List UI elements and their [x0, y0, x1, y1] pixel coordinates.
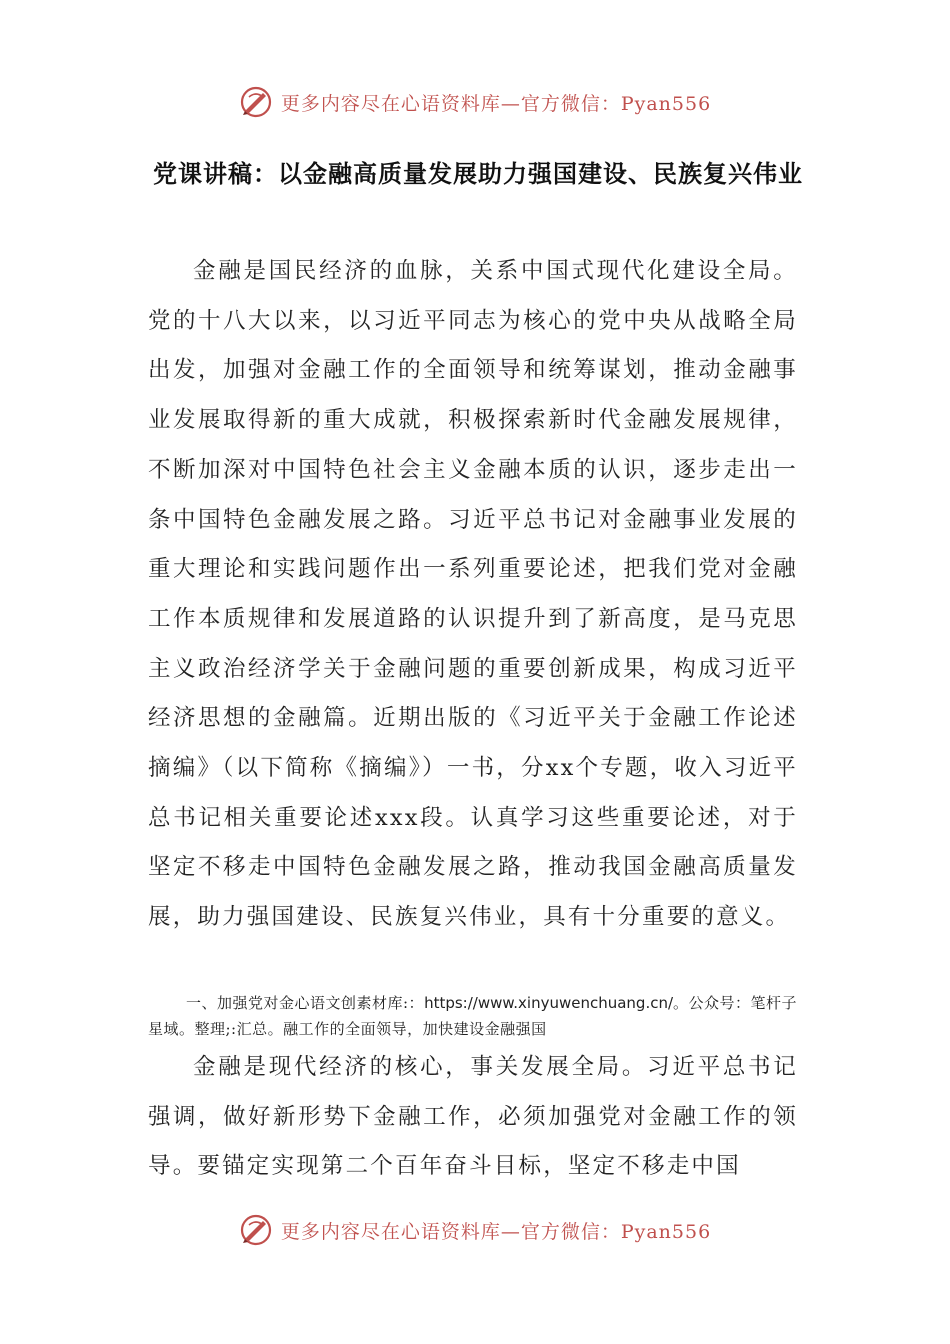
banner-contact-text: 官方微信：Pyan556: [520, 1220, 712, 1243]
pen-circle-logo-icon: [239, 1213, 273, 1247]
banner-main-text: 更多内容尽在心语资料库: [280, 1220, 501, 1243]
section-heading-1: [148, 990, 808, 1042]
body-paragraph-2: 金融是现代经济的核心，事关发展全局。习近平总书记强调，做好新形势下金融工作，必须加强党对金融工作的领导。要锚定实现第二个百年奋斗目标，坚定不移走中国: [148, 1054, 798, 1180]
body-paragraph-1: 金融是国民经济的血脉，关系中国式现代化建设全局。党的十八大以来，以习近平同志为核心的党中央从战略全局出发，加强对金融工作的全面领导和统筹谋划，推动金融事业发展取得新的重大成就，积极探索新时代金融发展规律，不断加深对中国特色社会主义金融本质的认识，逐步走出一条中国特色金融发展之路。习近平总书记对金融事业发展的重大理论和实践问题作出一系列重要论述，把我们党对金融工作本质规律和发展道路的认识提升到了新高度，是马克思主义政治经济学关于金融问题的重要创新成果，构成习近平经济思想的金融篇。近期出版的《习近平关于金融工作论述摘编》（以下简称《摘编》）一书，分xx个专题，收入习近平总书记相关重要论述xxx段。认真学习这些重要论述，对于坚定不移走中国特色金融发展之路，推动我国金融高质量发展，助力强国建设、民族复兴伟业，具有十分重要的意义。: [148, 258, 798, 931]
banner-dash: —: [500, 92, 521, 115]
section-heading-url: https://www.xinyuwenchuang.cn/: [424, 994, 674, 1012]
banner-main-text: 更多内容尽在心语资料库: [280, 92, 501, 115]
section-heading-suffix: 。公众号：笔杆子星域。整理;:汇总。融工作的全面领导，加快建设金融强国: [148, 994, 798, 1038]
pen-circle-logo-icon: [239, 85, 273, 119]
document-title: 党课讲稿：以金融高质量发展助力强国建设、民族复兴伟业: [153, 160, 803, 188]
banner-contact-text: 官方微信：Pyan556: [520, 92, 712, 115]
banner-text: [281, 1217, 711, 1244]
footer-banner: [0, 1210, 950, 1250]
header-banner: [0, 82, 950, 122]
section-heading-prefix: 一、加强党对金心语文创素材库:：: [186, 994, 425, 1012]
banner-dash: —: [500, 1220, 521, 1243]
banner-text: [281, 89, 711, 116]
